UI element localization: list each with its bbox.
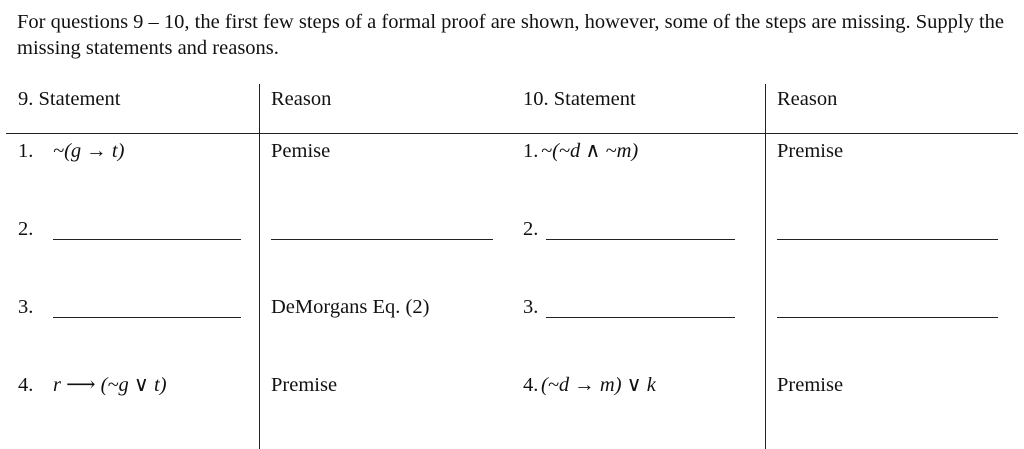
q9-step-1-reason: Pemise: [271, 140, 331, 162]
q10-step-3-reason-blank[interactable]: [777, 317, 998, 318]
q10-step-2-reason-blank[interactable]: [777, 239, 998, 240]
q9-step-2-reason-blank[interactable]: [271, 239, 493, 240]
instructions: For questions 9 – 10, the first few steps of a formal proof are shown, however, some of the steps are missing. Supply the missing statements and reasons.: [17, 11, 1004, 59]
q10-step-1-number: 1.: [523, 140, 539, 162]
q10-step-1-reason: Premise: [777, 140, 844, 162]
q10-step-4-reason: Premise: [777, 374, 844, 396]
q9-step-2-number: 2.: [18, 218, 34, 240]
q10-step-2-statement-blank[interactable]: [546, 239, 735, 240]
q9-step-1-statement: ~(g → t): [53, 140, 125, 162]
header-divider: [6, 133, 1018, 134]
q9-step-3-statement-blank[interactable]: [53, 317, 241, 318]
q10-step-2-number: 2.: [523, 218, 539, 240]
q10-reason-header: Reason: [777, 88, 838, 110]
q9-step-2-statement-blank[interactable]: [53, 239, 241, 240]
q10-step-4-number: 4.: [523, 374, 539, 396]
q9-statement-header: 9. Statement: [18, 88, 121, 110]
q9-reason-header: Reason: [271, 88, 332, 110]
q10-statement-header: 10. Statement: [523, 88, 636, 110]
q10-step-4-statement: (~d → m) ∨ k: [541, 374, 656, 396]
q10-step-3-statement-blank[interactable]: [546, 317, 735, 318]
q10-step-1-statement: ~(~d ∧ ~m): [541, 140, 639, 162]
q9-step-4-reason: Premise: [271, 374, 338, 396]
q9-column-divider: [259, 84, 260, 449]
q10-step-3-number: 3.: [523, 296, 539, 318]
q9-step-3-reason: DeMorgans Eq. (2): [271, 296, 430, 318]
q9-step-4-statement: r ⟶ (~g ∨ t): [53, 374, 167, 396]
q9-step-3-number: 3.: [18, 296, 34, 318]
q9-step-1-number: 1.: [18, 140, 34, 162]
q9-step-4-number: 4.: [18, 374, 34, 396]
q10-column-divider: [765, 84, 766, 449]
